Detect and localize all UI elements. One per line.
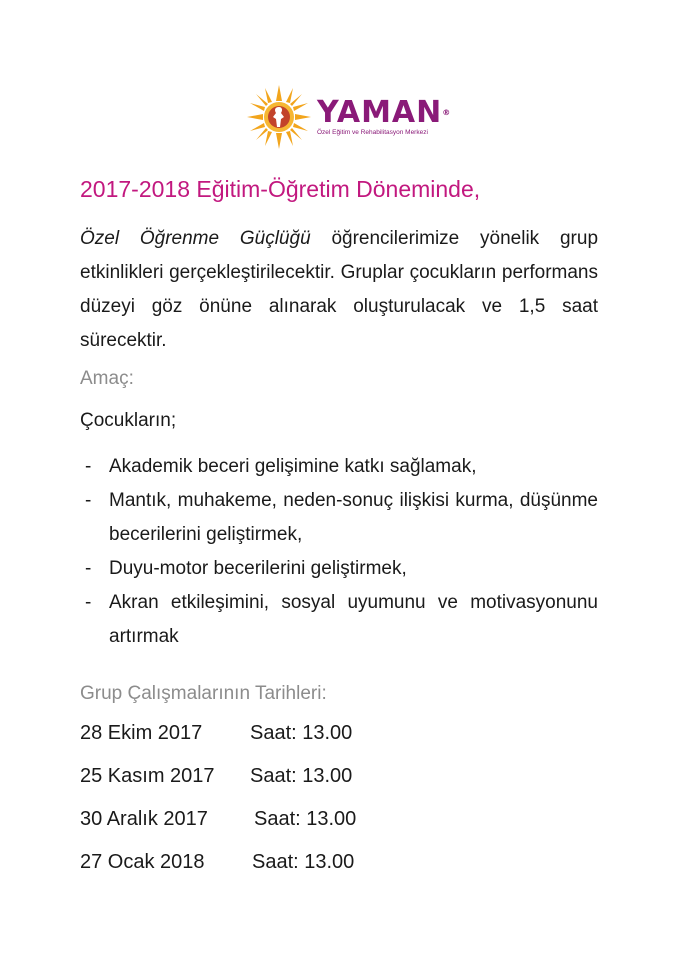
page-title: 2017-2018 Eğitim-Öğretim Döneminde, <box>80 176 481 202</box>
list-item <box>80 484 598 552</box>
goal-text: Duyu-motor becerilerini geliştirmek, <box>109 558 407 579</box>
logo-subtitle: Özel Eğitim ve Rehabilitasyon Merkezi <box>317 128 428 136</box>
list-dash: - <box>85 592 92 613</box>
logo-name: YAMAN® <box>317 94 452 130</box>
date-text: 30 Aralık 2017 <box>80 808 208 830</box>
list-item <box>80 586 598 654</box>
date-row <box>80 722 356 765</box>
date-row <box>80 765 356 808</box>
goal-text: Mantık, muhakeme, neden-sonuç ilişkisi kurma, düşünme becerilerini geliştirmek, <box>109 490 598 545</box>
time-text: Saat: 13.00 <box>250 765 353 787</box>
dates-list <box>80 722 356 894</box>
intro-text: öğrencilerimize yönelik grup etkinlikleri gerçekleştirilecektir. Gruplar çocukların performans düzeyi göz önüne alınarak oluşturulacak ve 1,5 saat sürecektir. <box>80 228 599 351</box>
purpose-label: Amaç: <box>80 368 134 389</box>
date-text: 28 Ekim 2017 <box>80 722 203 744</box>
date-row <box>80 851 356 894</box>
sun-figure-logo-icon <box>245 83 313 151</box>
dates-label: Grup Çalışmalarının Tarihleri: <box>80 683 327 704</box>
date-text: 27 Ocak 2018 <box>80 851 205 873</box>
list-dash: - <box>85 456 92 477</box>
logo <box>245 82 452 152</box>
list-item <box>80 450 598 484</box>
time-text: Saat: 13.00 <box>250 722 353 744</box>
goal-text: Akademik beceri gelişimine katkı sağlamak, <box>109 456 477 477</box>
time-text: Saat: 13.00 <box>254 808 357 830</box>
goal-text: Akran etkileşimini, sosyal uyumunu ve motivasyonunu artırmak <box>109 592 598 647</box>
list-dash: - <box>85 558 92 579</box>
date-row <box>80 808 356 851</box>
list-item <box>80 552 598 586</box>
goals-list <box>80 450 598 654</box>
intro-emphasis: Özel Öğrenme Güçlüğü <box>80 228 311 249</box>
children-label: Çocukların; <box>80 410 177 431</box>
time-text: Saat: 13.00 <box>252 851 355 873</box>
list-dash: - <box>85 490 92 511</box>
date-text: 25 Kasım 2017 <box>80 765 215 787</box>
intro-paragraph <box>80 222 598 358</box>
